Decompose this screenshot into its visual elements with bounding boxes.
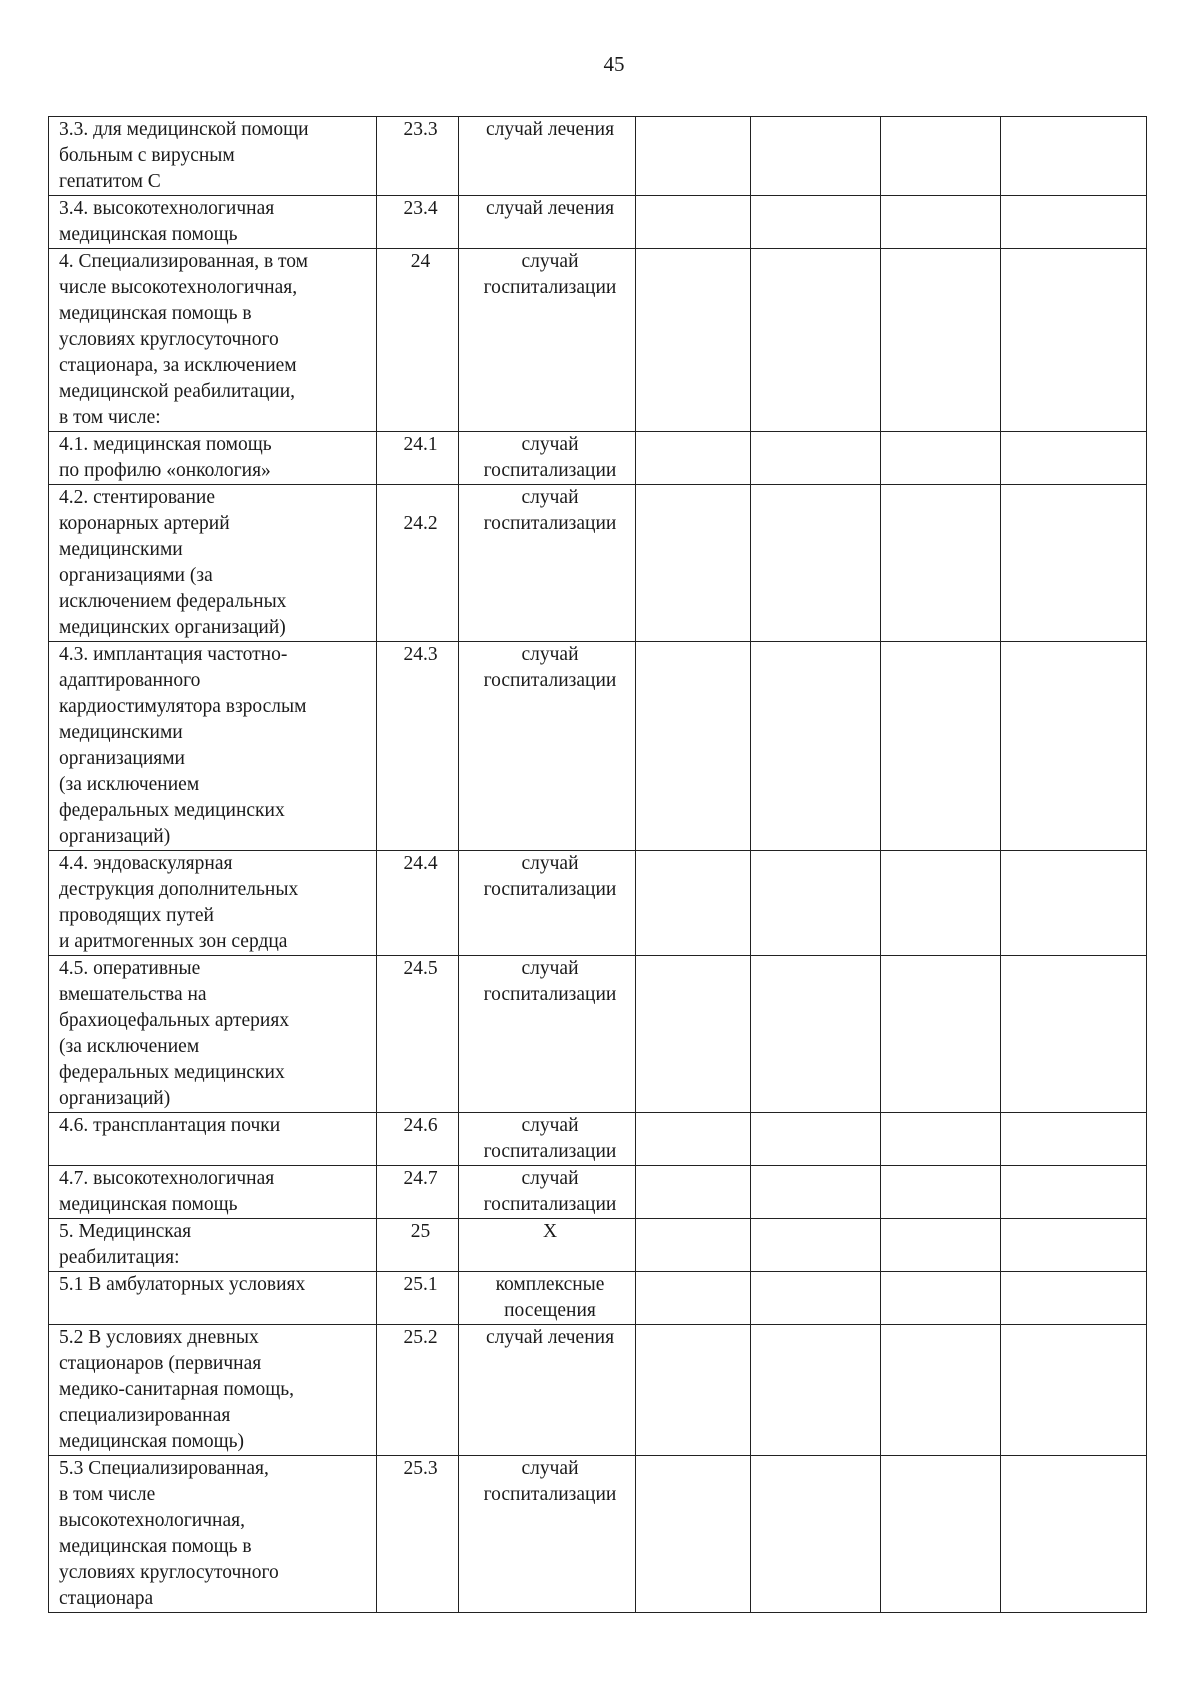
row-name-cell xyxy=(49,117,377,196)
row-name-line: в том числе: xyxy=(59,407,161,428)
empty-value-cell xyxy=(751,1219,881,1272)
row-name-line: организаций) xyxy=(59,1088,171,1109)
row-name-cell xyxy=(49,1325,377,1456)
empty-value-cell xyxy=(636,1219,751,1272)
empty-value-cell xyxy=(636,432,751,485)
empty-value-cell xyxy=(1001,1272,1147,1325)
table-row xyxy=(49,1113,1147,1166)
row-name-line: (за исключением xyxy=(59,774,200,795)
row-name-line: по профилю «онкология» xyxy=(59,460,271,481)
empty-value-cell xyxy=(751,1325,881,1456)
empty-value-cell xyxy=(636,1456,751,1613)
row-code-cell: 24 xyxy=(377,249,459,432)
row-code-cell: 24.5 xyxy=(377,956,459,1113)
row-name-line: условиях круглосуточного xyxy=(59,329,279,350)
table-row xyxy=(49,956,1147,1113)
row-name-line: 4.2. стентирование xyxy=(59,487,215,508)
row-code-cell: 23.4 xyxy=(377,196,459,249)
row-name-line: реабилитация: xyxy=(59,1247,180,1268)
row-name-line: брахиоцефальных артериях xyxy=(59,1010,290,1031)
empty-value-cell xyxy=(881,485,1001,642)
row-unit-cell xyxy=(459,432,636,485)
row-name-line: стационара xyxy=(59,1588,154,1609)
row-code-cell: 25 xyxy=(377,1219,459,1272)
row-name-line: кардиостимулятора взрослым xyxy=(59,696,307,717)
row-name-line: и аритмогенных зон сердца xyxy=(59,931,288,952)
row-unit-line: случай xyxy=(521,1168,579,1189)
row-name-line: медицинская помощь xyxy=(59,1194,238,1215)
row-unit-line: госпитализации xyxy=(483,513,617,534)
table-row xyxy=(49,1219,1147,1272)
empty-value-cell xyxy=(881,249,1001,432)
row-name-cell xyxy=(49,1166,377,1219)
row-unit-line: госпитализации xyxy=(483,879,617,900)
row-unit-cell xyxy=(459,1272,636,1325)
empty-value-cell xyxy=(751,485,881,642)
row-name-line: 4.3. имплантация частотно- xyxy=(59,644,288,665)
row-name-line: федеральных медицинских xyxy=(59,800,285,821)
row-unit-line: Х xyxy=(542,1221,558,1242)
empty-value-cell xyxy=(751,1272,881,1325)
row-name-line: медицинская помощь xyxy=(59,224,238,245)
table-row xyxy=(49,1325,1147,1456)
row-name-line: медицинская помощь в xyxy=(59,1536,252,1557)
empty-value-cell xyxy=(1001,1456,1147,1613)
empty-value-cell xyxy=(881,1219,1001,1272)
table-row xyxy=(49,851,1147,956)
table-row xyxy=(49,1272,1147,1325)
empty-value-cell xyxy=(751,1166,881,1219)
row-name-line: стационаров (первичная xyxy=(59,1353,262,1374)
empty-value-cell xyxy=(636,485,751,642)
row-name-line: высокотехнологичная, xyxy=(59,1510,245,1531)
empty-value-cell xyxy=(1001,851,1147,956)
row-code-cell: 24.2 xyxy=(377,485,459,642)
row-name-line: организациями (за xyxy=(59,565,213,586)
row-unit-cell xyxy=(459,1113,636,1166)
empty-value-cell xyxy=(636,956,751,1113)
row-unit-cell xyxy=(459,196,636,249)
table-row xyxy=(49,1456,1147,1613)
row-name-line: медицинской реабилитации, xyxy=(59,381,296,402)
row-unit-line: случай xyxy=(521,1458,579,1479)
empty-value-cell xyxy=(1001,485,1147,642)
empty-value-cell xyxy=(881,1113,1001,1166)
empty-value-cell xyxy=(1001,1219,1147,1272)
empty-value-cell xyxy=(1001,249,1147,432)
row-unit-line: комплексные xyxy=(495,1274,605,1295)
row-code-cell: 25.1 xyxy=(377,1272,459,1325)
row-unit-cell xyxy=(459,1456,636,1613)
row-unit-line: госпитализации xyxy=(483,984,617,1005)
row-name-line: 4.6. трансплантация почки xyxy=(59,1115,281,1136)
row-code-cell: 24.3 xyxy=(377,642,459,851)
empty-value-cell xyxy=(751,196,881,249)
empty-value-cell xyxy=(881,1272,1001,1325)
row-name-line: 4.4. эндоваскулярная xyxy=(59,853,233,874)
row-name-line: медицинскими xyxy=(59,722,183,743)
row-code-cell: 23.3 xyxy=(377,117,459,196)
row-name-line: условиях круглосуточного xyxy=(59,1562,279,1583)
empty-value-cell xyxy=(1001,956,1147,1113)
table-row xyxy=(49,642,1147,851)
row-unit-line: случай xyxy=(521,1115,579,1136)
row-code-cell: 24.4 xyxy=(377,851,459,956)
row-name-line: 4.1. медицинская помощь xyxy=(59,434,272,455)
row-name-line: деструкция дополнительных xyxy=(59,879,299,900)
empty-value-cell xyxy=(751,117,881,196)
row-name-cell xyxy=(49,851,377,956)
row-name-line: организациями xyxy=(59,748,185,769)
row-name-cell xyxy=(49,956,377,1113)
row-unit-line: случай xyxy=(521,958,579,979)
row-name-line: организаций) xyxy=(59,826,171,847)
row-name-line: вмешательства на xyxy=(59,984,207,1005)
row-unit-cell xyxy=(459,956,636,1113)
row-name-line: 5.3 Специализированная, xyxy=(59,1458,269,1479)
row-name-line: 4.7. высокотехнологичная xyxy=(59,1168,275,1189)
row-name-cell xyxy=(49,1456,377,1613)
table-row xyxy=(49,432,1147,485)
empty-value-cell xyxy=(1001,432,1147,485)
empty-value-cell xyxy=(636,642,751,851)
row-name-line: 3.4. высокотехнологичная xyxy=(59,198,275,219)
data-table xyxy=(48,116,1147,1613)
empty-value-cell xyxy=(751,1113,881,1166)
row-name-line: больным с вирусным xyxy=(59,145,235,166)
row-name-cell xyxy=(49,642,377,851)
row-name-line: медицинских организаций) xyxy=(59,617,286,638)
row-name-line: медицинскими xyxy=(59,539,183,560)
empty-value-cell xyxy=(881,196,1001,249)
row-unit-line: госпитализации xyxy=(483,1484,617,1505)
row-unit-cell xyxy=(459,1325,636,1456)
empty-value-cell xyxy=(636,1325,751,1456)
row-unit-cell xyxy=(459,1166,636,1219)
empty-value-cell xyxy=(881,956,1001,1113)
empty-value-cell xyxy=(636,196,751,249)
row-unit-line: случай xyxy=(521,644,579,665)
row-name-line: 5.1 В амбулаторных условиях xyxy=(59,1274,306,1295)
row-name-line: (за исключением xyxy=(59,1036,200,1057)
empty-value-cell xyxy=(636,1113,751,1166)
row-name-line: адаптированного xyxy=(59,670,201,691)
row-unit-cell xyxy=(459,249,636,432)
row-name-line: медико-санитарная помощь, xyxy=(59,1379,295,1400)
row-unit-cell xyxy=(459,117,636,196)
empty-value-cell xyxy=(636,117,751,196)
empty-value-cell xyxy=(881,851,1001,956)
row-name-line: 4.5. оперативные xyxy=(59,958,201,979)
row-name-cell xyxy=(49,1113,377,1166)
row-unit-line: посещения xyxy=(504,1300,596,1321)
row-unit-cell xyxy=(459,851,636,956)
empty-value-cell xyxy=(751,432,881,485)
row-unit-cell xyxy=(459,485,636,642)
empty-value-cell xyxy=(881,432,1001,485)
row-name-line: гепатитом С xyxy=(59,171,161,192)
empty-value-cell xyxy=(636,851,751,956)
row-name-cell xyxy=(49,432,377,485)
row-code-cell: 24.6 xyxy=(377,1113,459,1166)
row-unit-line: случай xyxy=(521,487,579,508)
row-name-line: специализированная xyxy=(59,1405,231,1426)
row-name-line: медицинская помощь) xyxy=(59,1431,245,1452)
empty-value-cell xyxy=(881,1325,1001,1456)
row-unit-cell xyxy=(459,1219,636,1272)
row-name-line: медицинская помощь в xyxy=(59,303,252,324)
row-name-cell xyxy=(49,249,377,432)
empty-value-cell xyxy=(1001,1166,1147,1219)
table-row xyxy=(49,117,1147,196)
row-name-line: 4. Специализированная, в том xyxy=(59,251,309,272)
empty-value-cell xyxy=(636,1166,751,1219)
empty-value-cell xyxy=(881,1456,1001,1613)
row-code-cell: 24.7 xyxy=(377,1166,459,1219)
empty-value-cell xyxy=(751,851,881,956)
empty-value-cell xyxy=(881,642,1001,851)
row-unit-line: случай лечения xyxy=(485,198,615,219)
row-name-line: федеральных медицинских xyxy=(59,1062,285,1083)
row-unit-line: случай xyxy=(521,251,579,272)
row-name-line: числе высокотехнологичная, xyxy=(59,277,298,298)
row-unit-cell xyxy=(459,642,636,851)
empty-value-cell xyxy=(636,1272,751,1325)
row-name-line: в том числе xyxy=(59,1484,156,1505)
empty-value-cell xyxy=(881,1166,1001,1219)
table-row xyxy=(49,485,1147,642)
empty-value-cell xyxy=(1001,196,1147,249)
row-unit-line: госпитализации xyxy=(483,1194,617,1215)
row-name-line: коронарных артерий xyxy=(59,513,230,534)
empty-value-cell xyxy=(1001,1113,1147,1166)
table-row xyxy=(49,249,1147,432)
row-code-cell: 24.1 xyxy=(377,432,459,485)
row-name-line: проводящих путей xyxy=(59,905,214,926)
row-name-line: стационара, за исключением xyxy=(59,355,297,376)
row-name-line: 5.2 В условиях дневных xyxy=(59,1327,259,1348)
empty-value-cell xyxy=(1001,117,1147,196)
row-unit-line: госпитализации xyxy=(483,460,617,481)
empty-value-cell xyxy=(636,249,751,432)
row-unit-line: случай xyxy=(521,434,579,455)
empty-value-cell xyxy=(881,117,1001,196)
row-name-line: 3.3. для медицинской помощи xyxy=(59,119,309,140)
empty-value-cell xyxy=(751,956,881,1113)
row-unit-line: госпитализации xyxy=(483,670,617,691)
empty-value-cell xyxy=(751,642,881,851)
table-row xyxy=(49,196,1147,249)
row-unit-line: госпитализации xyxy=(483,1141,617,1162)
row-name-cell xyxy=(49,1272,377,1325)
row-name-cell xyxy=(49,196,377,249)
page-number: 45 xyxy=(603,52,625,76)
row-unit-line: случай лечения xyxy=(485,1327,615,1348)
empty-value-cell xyxy=(1001,642,1147,851)
row-unit-line: госпитализации xyxy=(483,277,617,298)
row-unit-line: случай лечения xyxy=(485,119,615,140)
row-code-cell: 25.2 xyxy=(377,1325,459,1456)
row-name-cell xyxy=(49,485,377,642)
empty-value-cell xyxy=(751,249,881,432)
row-name-line: исключением федеральных xyxy=(59,591,287,612)
table-body xyxy=(49,117,1147,1613)
row-unit-line: случай xyxy=(521,853,579,874)
empty-value-cell xyxy=(751,1456,881,1613)
empty-value-cell xyxy=(1001,1325,1147,1456)
row-name-line: 5. Медицинская xyxy=(59,1221,192,1242)
table-row xyxy=(49,1166,1147,1219)
row-name-cell xyxy=(49,1219,377,1272)
row-code-cell: 25.3 xyxy=(377,1456,459,1613)
